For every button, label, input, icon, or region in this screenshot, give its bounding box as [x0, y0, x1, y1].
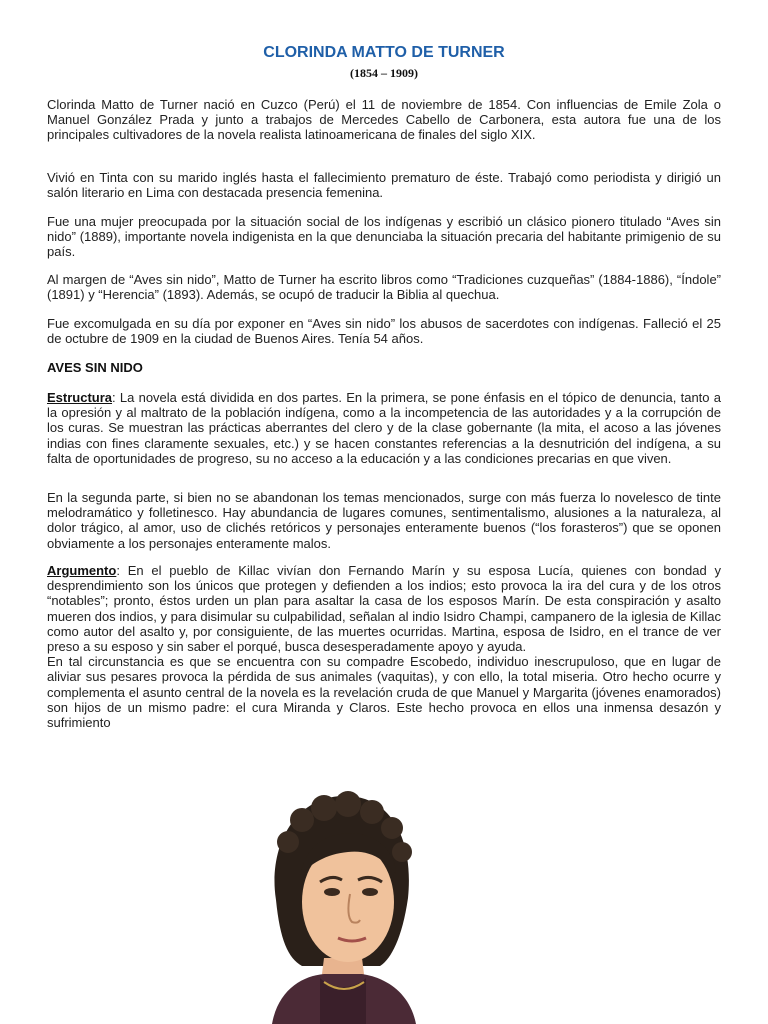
portrait-image — [262, 790, 420, 1024]
paragraph-text: Fue excomulgada en su día por exponer en “Aves sin nido” los abusos de sacerdotes con indígenas. Falleció el 25 de octubre de 1909 en la ciudad de Buenos Aires. Tenía 54 años. — [47, 316, 721, 347]
argumento-continuation: En tal circunstancia es que se encuentra con su compadre Escobedo, individuo inescrupuloso, que en lugar de aliviar sus pesares provoca la pérdida de sus animales (vaquitas), y con ello, la total miseria. Otro hecho ocurre y complementa el asunto central de la novela es la revelación cruda de que Manuel y Margarita (jóvenes enamorados) son hijos de un mismo padre: el cura Miranda y Claros. Este hecho provoca en ellos una inmensa desazón y sufrimiento — [47, 654, 721, 731]
section-heading: AVES SIN NIDO — [47, 360, 143, 375]
document-title: CLORINDA MATTO DE TURNER — [263, 44, 505, 61]
paragraph-argumento — [47, 563, 721, 730]
paragraph-text: Al margen de “Aves sin nido”, Matto de Turner ha escrito libros como “Tradiciones cuzqueñas” (1884-1886), “Índole” (1891) y “Herencia” (1893). Además, se ocupó de traducir la Biblia al quechua. — [47, 272, 721, 303]
argumento-label: Argumento — [47, 563, 117, 578]
paragraph-intro — [47, 97, 721, 143]
estructura-label: Estructura — [47, 390, 113, 405]
estructura-text: : La novela está dividida en dos partes. En la primera, se pone énfasis en el tópico de denuncia, tanto a la opresión y al maltrato de la población indígena, como a la incompetencia de las autoridades y a la corrupción de los curas. Se muestran las prácticas aberrantes del clero y de la clase gobernante (la mita, el acoso a las jóvenes indias con fines claramente sexuales, etc.) y se hacen constantes referencias a la desnutrición del indígena, a su falta de oportunidades de progreso, su no acceso a la educación y a las condiciones precarias en que viven. — [47, 390, 721, 466]
paragraph-excomulgada — [47, 316, 721, 346]
paragraph-estructura — [47, 390, 721, 466]
paragraph-indigenas — [47, 214, 721, 260]
life-dates: (1854 – 1909) — [350, 66, 418, 80]
argumento-text: : En el pueblo de Killac vivían don Fernando Marín y su esposa Lucía, quienes con bondad y desprendimiento son los únicos que protegen y defienden a los indios; esto provoca la ira del cura y de los otros “notables”; pronto, éstos urden un plan para asaltar la casa de los esposos Marín. De esta conspiración y asalto mueren dos indios, y para disimular su culpabilidad, señalan al indio Isidro Champi, campanero de la iglesia de Killac como autor del asalto y, por consiguiente, de las muertes ocurridas. Martina, esposa de Isidro, en el trance de ver preso a su esposo y sin saber el porqué, busca desesperadamente apoyo y ayuda. — [47, 563, 721, 655]
paragraph-text: En la segunda parte, si bien no se abandonan los temas mencionados, surge con más fuerza lo novelesco de tinte melodramático y folletinesco. Hay abundancia de lugares comunes, sentimentalismo, alusiones a la naturaleza, al dolor trágico, al amor, uso de clichés retóricos y personajes enteramente buenos (“los forasteros”) que se oponen obviamente a los personajes enteramente malos. — [47, 490, 721, 551]
paragraph-text: Fue una mujer preocupada por la situación social de los indígenas y escribió un clásico pionero titulado “Aves sin nido” (1889), importante novela indigenista en la que denunciaba la situación precaria del habitante primigenio de su país. — [47, 214, 721, 260]
paragraph-obras — [47, 272, 721, 302]
paragraph-text: Vivió en Tinta con su marido inglés hasta el fallecimiento prematuro de éste. Trabajó como periodista y dirigió un salón literario en Lima con destacada presencia femenina. — [47, 170, 721, 201]
paragraph-tinta — [47, 170, 721, 200]
paragraph-segunda-parte — [47, 490, 721, 551]
paragraph-text: Clorinda Matto de Turner nació en Cuzco (Perú) el 11 de noviembre de 1854. Con influencias de Emile Zola o Manuel González Prada y junto a trabajos de Mercedes Cabello de Carbonera, esta autora fue una de los principales cultivadores de la novela realista latinoamericana de finales del siglo XIX. — [47, 97, 721, 143]
